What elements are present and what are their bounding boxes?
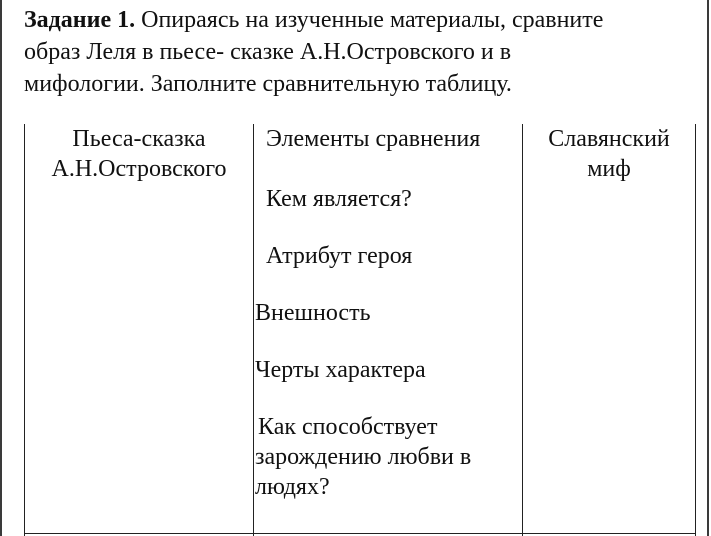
column-divider-1 [253,124,254,536]
task-line-3: мифологии. Заполните сравнительную таблицу. [24,71,512,97]
table-border-right [695,124,696,536]
task-text-1: Опираясь на изученные материалы, сравните [135,7,604,33]
column-divider-2 [522,124,523,536]
task-label: Задание 1. [24,7,136,33]
header-play-line-1: Пьеса-сказка [72,126,206,152]
header-myth-line-2: миф [587,156,631,182]
row-who: Кем является? [266,186,412,212]
row-love-line-3: людях? [255,474,330,500]
row-attribute: Атрибут героя [266,243,413,269]
row-character: Черты характера [255,357,426,383]
header-myth-line-1: Славянский [548,126,670,152]
header-play-line-2: А.Н.Островского [51,156,227,182]
row-love-line-1: Как способствует [258,414,438,440]
table-border-left [24,124,25,536]
header-elements [266,124,522,154]
task-line-2: образ Леля в пьесе- сказке А.Н.Островского и в [24,39,512,65]
row-love [255,412,521,502]
header-myth [523,124,695,184]
header-play [25,124,253,184]
row-love-line-2: зарождению любви в [255,444,472,470]
header-elements-text: Элементы сравнения [266,126,481,152]
table-border-bottom [24,533,696,534]
row-appearance: Внешность [255,300,371,326]
